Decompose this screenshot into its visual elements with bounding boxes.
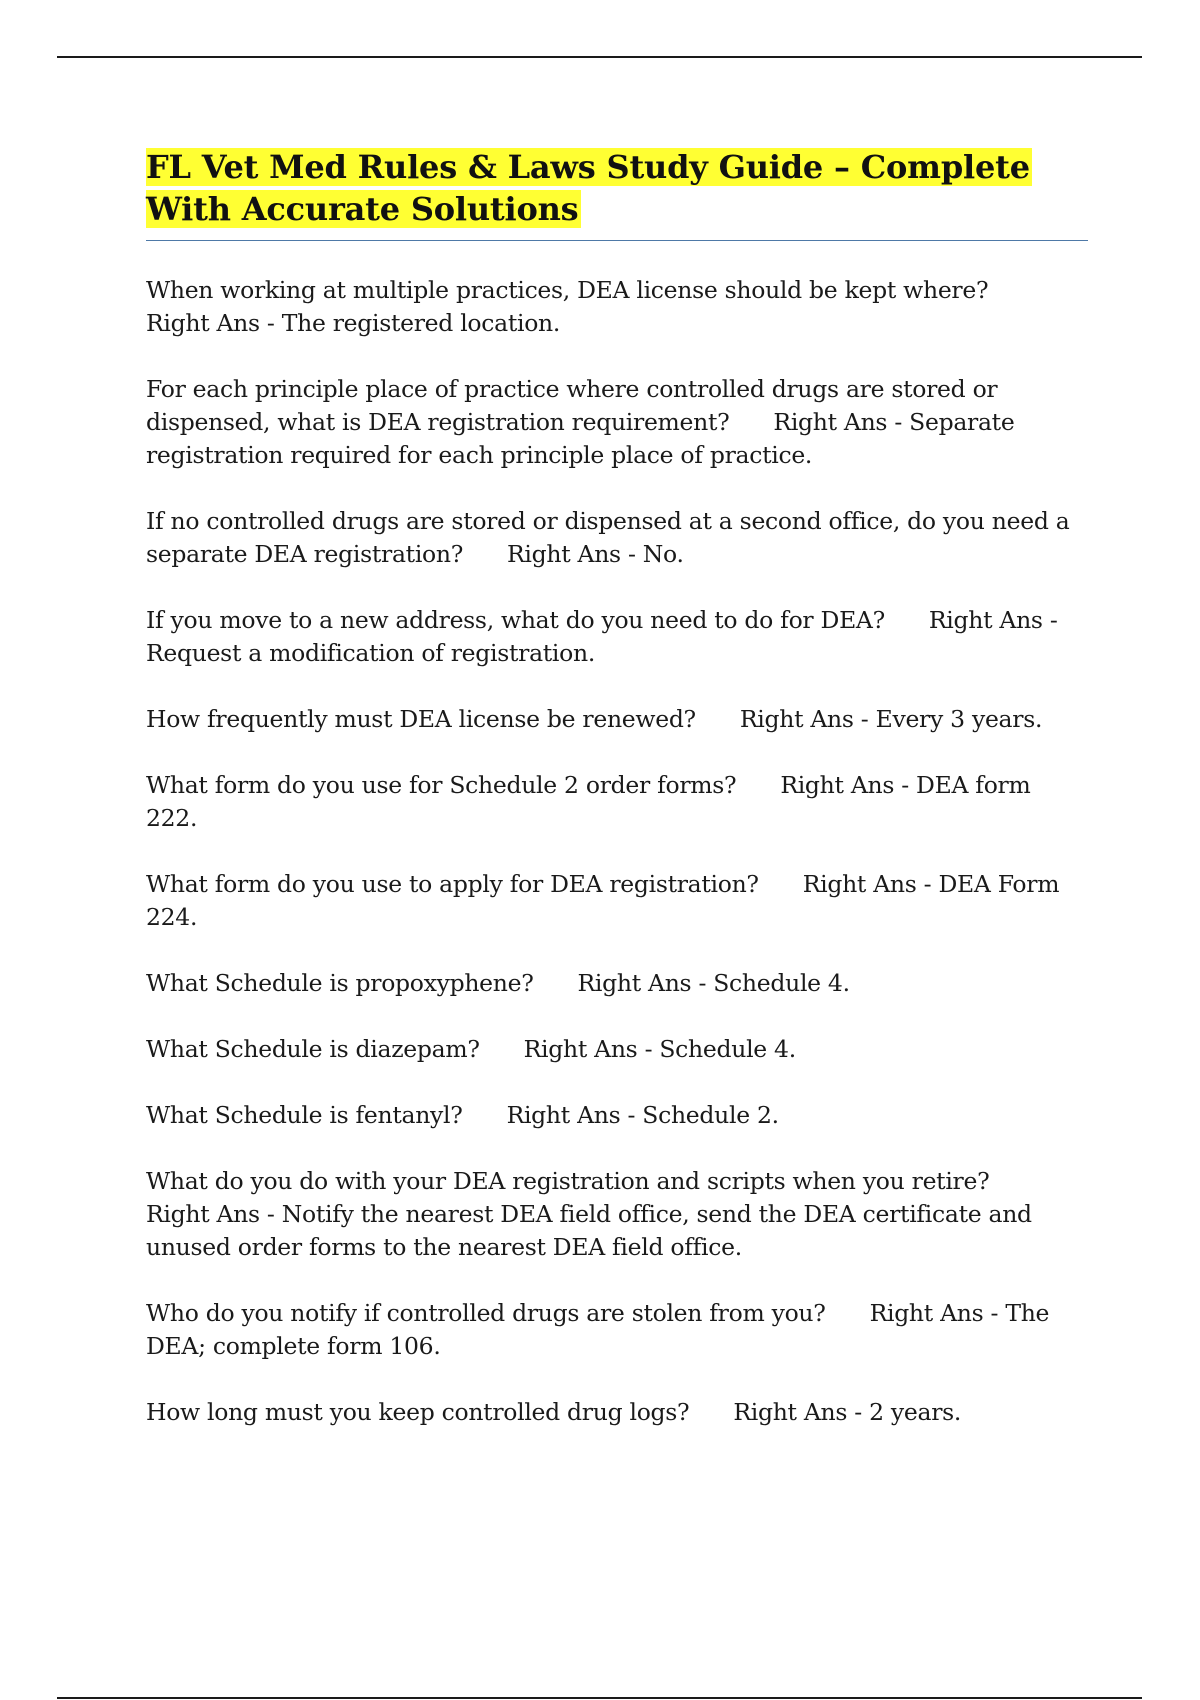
page-bottom-rule <box>57 1697 1142 1699</box>
question-text: What Schedule is diazepam? <box>146 1035 480 1063</box>
qa-item <box>146 703 1088 736</box>
question-text: Who do you notify if controlled drugs are stolen from you? <box>146 1299 826 1327</box>
qa-item <box>146 1033 1088 1066</box>
qa-item <box>146 373 1088 472</box>
question-text: If you move to a new address, what do you need to do for DEA? <box>146 606 885 634</box>
document-title <box>146 146 1088 230</box>
question-text: For each principle place of practice where controlled drugs are stored or dispensed, what is DEA registration requirement? <box>146 375 998 436</box>
qa-item <box>146 1099 1088 1132</box>
answer-text: Right Ans - Schedule 4. <box>523 1035 796 1063</box>
qa-item <box>146 769 1088 835</box>
answer-text: Right Ans - Separate registration required for each principle place of practice. <box>146 408 1015 469</box>
question-text: If no controlled drugs are stored or dispensed at a second office, do you need a separate DEA registration? <box>146 507 1070 568</box>
answer-text: Right Ans - Notify the nearest DEA field office, send the DEA certificate and unused order forms to the nearest DEA field office. <box>146 1200 1032 1261</box>
qa-item <box>146 868 1088 934</box>
qa-item <box>146 967 1088 1000</box>
question-text: What Schedule is fentanyl? <box>146 1101 463 1129</box>
question-text: What form do you use to apply for DEA registration? <box>146 870 759 898</box>
question-text: What form do you use for Schedule 2 order forms? <box>146 771 737 799</box>
answer-text: Right Ans - Schedule 4. <box>577 969 850 997</box>
question-text: When working at multiple practices, DEA license should be kept where? <box>146 276 989 304</box>
answer-text: Right Ans - No. <box>507 540 684 568</box>
answer-text: Right Ans - Every 3 years. <box>739 705 1043 733</box>
qa-item <box>146 1396 1088 1429</box>
question-text: What Schedule is propoxyphene? <box>146 969 534 997</box>
title-underline <box>146 240 1088 241</box>
question-text: What do you do with your DEA registration and scripts when you retire? <box>146 1167 990 1195</box>
answer-text: Right Ans - The DEA; complete form 106. <box>146 1299 1050 1360</box>
answer-text: Right Ans - Request a modification of registration. <box>146 606 1058 667</box>
document-body <box>146 146 1088 1462</box>
document-title-text: FL Vet Med Rules & Laws Study Guide – Complete With Accurate Solutions <box>146 148 1030 228</box>
question-text: How long must you keep controlled drug logs? <box>146 1398 690 1426</box>
qa-item <box>146 1297 1088 1363</box>
answer-text: Right Ans - DEA form 222. <box>146 771 1031 832</box>
answer-text: Right Ans - DEA Form 224. <box>146 870 1060 931</box>
answer-text: Right Ans - 2 years. <box>733 1398 962 1426</box>
qa-list <box>146 274 1088 1429</box>
qa-item <box>146 505 1088 571</box>
answer-text: Right Ans - Schedule 2. <box>506 1101 779 1129</box>
qa-item <box>146 604 1088 670</box>
qa-item <box>146 274 1088 340</box>
answer-text: Right Ans - The registered location. <box>146 309 561 337</box>
question-text: How frequently must DEA license be renewed? <box>146 705 696 733</box>
page-top-rule <box>57 56 1142 58</box>
qa-item <box>146 1165 1088 1264</box>
